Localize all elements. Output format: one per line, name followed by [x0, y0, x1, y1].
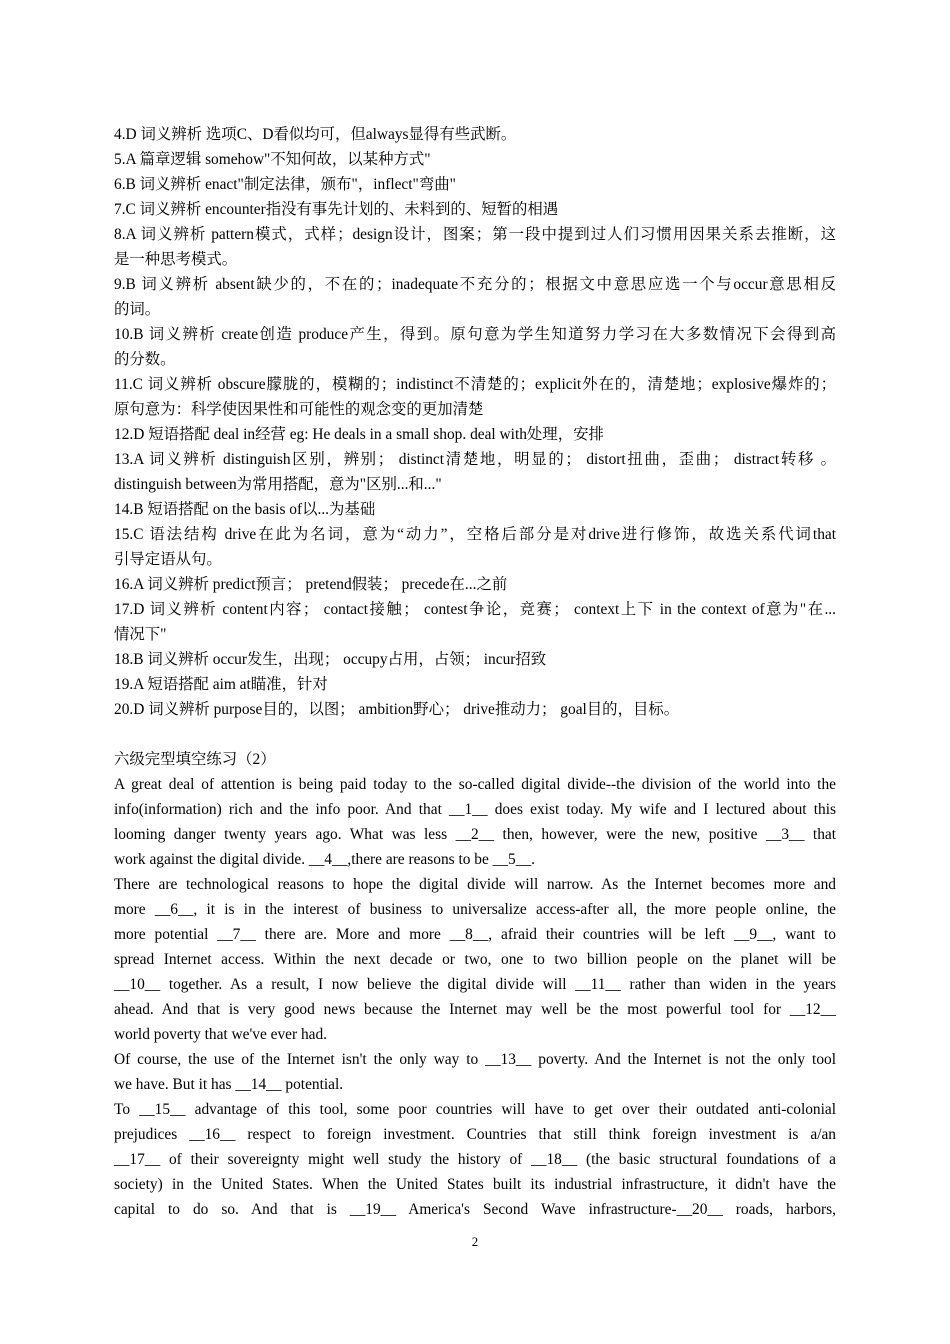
- answer-line: 情况下": [114, 626, 167, 643]
- passage-line: ahead. And that is very good news because the Internet may well be the most powerful tool for __12__: [114, 1001, 836, 1018]
- passage-line: __17__ of their sovereignty might well study the history of __18__ (the basic structural foundations of a: [114, 1151, 836, 1168]
- answer-line: 20.D 词义辨析 purpose目的，以图； ambition野心； drive推动力； goal目的，目标。: [114, 701, 680, 718]
- passage-line: __10__ together. As a result, I now believe the digital divide will __11__ rather than widen in the years: [114, 976, 836, 993]
- answer-line: 8.A 词义辨析 pattern模式，式样；design设计，图案；第一段中提到过人们习惯用因果关系去推断，这: [114, 226, 836, 243]
- section-title: 六级完型填空练习（2）: [114, 751, 276, 768]
- answer-line: 6.B 词义辨析 enact"制定法律，颁布"，inflect"弯曲": [114, 176, 456, 193]
- answer-line: 的词。: [114, 301, 161, 318]
- passage-line: info(information) rich and the info poor. And that __1__ does exist today. My wife and I lectured about this: [114, 801, 836, 818]
- passage-line: world poverty that we've ever had.: [114, 1026, 328, 1043]
- answer-line: 14.B 短语搭配 on the basis of以...为基础: [114, 501, 376, 518]
- answer-line: 15.C 语法结构 drive在此为名词，意为“动力”，空格后部分是对drive进行修饰，故选关系代词that: [114, 526, 836, 543]
- answer-line: 7.C 词义辨析 encounter指没有事先计划的、未料到的、短暂的相遇: [114, 201, 559, 218]
- passage-line: looming danger twenty years ago. What was less __2__ then, however, were the new, positive __3__ that: [114, 826, 836, 843]
- passage-line: we have. But it has __14__ potential.: [114, 1076, 344, 1093]
- answer-line: 16.A 词义辨析 predict预言； pretend假装； precede在...之前: [114, 576, 508, 593]
- cloze-passage: [114, 772, 836, 1222]
- page-content: [114, 122, 836, 1222]
- answer-line: 11.C 词义辨析 obscure朦胧的，模糊的；indistinct不清楚的；explicit外在的，清楚地；explosive爆炸的；: [114, 376, 836, 393]
- passage-line: spread Internet access. Within the next decade or two, one to two billion people on the planet will be: [114, 951, 836, 968]
- answer-line: 18.B 词义辨析 occur发生，出现； occupy占用，占领； incur招致: [114, 651, 547, 668]
- answer-line: 引导定语从句。: [114, 551, 222, 568]
- page-number: 2: [471, 1234, 479, 1249]
- passage-line: A great deal of attention is being paid today to the so-called digital divide--the division of the world into the: [114, 776, 836, 793]
- answer-line: 9.B 词义辨析 absent缺少的，不在的；inadequate不充分的；根据文中意思应选一个与occur意思相反: [114, 276, 836, 293]
- answer-line: 4.D 词义辨析 选项C、D看似均可，但always显得有些武断。: [114, 126, 517, 143]
- answer-line: 10.B 词义辨析 create创造 produce产生，得到。原句意为学生知道努力学习在大多数情况下会得到高: [114, 326, 836, 343]
- answer-line: 的分数。: [114, 351, 176, 368]
- answer-line: 5.A 篇章逻辑 somehow"不知何故，以某种方式": [114, 151, 431, 168]
- passage-line: capital to do so. And that is __19__ America's Second Wave infrastructure-__20__ roads, harbors,: [114, 1201, 836, 1218]
- answer-line: 19.A 短语搭配 aim at瞄准，针对: [114, 676, 328, 693]
- answer-line: 12.D 短语搭配 deal in经营 eg: He deals in a small shop. deal with处理，安排: [114, 426, 604, 443]
- passage-line: prejudices __16__ respect to foreign investment. Countries that still think foreign investment is a/an: [114, 1126, 836, 1143]
- answer-line: 原句意为：科学使因果性和可能性的观念变的更加清楚: [114, 401, 484, 418]
- passage-line: work against the digital divide. __4__,there are reasons to be __5__.: [114, 851, 535, 868]
- passage-line: more potential __7__ there are. More and more __8__, afraid their countries will be left __9__, want to: [114, 926, 836, 943]
- answer-line: 是一种思考模式。: [114, 251, 238, 268]
- passage-line: society) in the United States. When the United States built its industrial infrastructure, it didn't have the: [114, 1176, 836, 1193]
- passage-line: more __6__, it is in the interest of business to universalize access-after all, the more people online, the: [114, 901, 836, 918]
- passage-line: There are technological reasons to hope the digital divide will narrow. As the Internet becomes more and: [114, 876, 836, 893]
- blank-line: [114, 722, 836, 747]
- answer-list: [114, 122, 836, 722]
- answer-line: 17.D 词义辨析 content内容； contact接触； contest争论，竞赛； context上下 in the context of意为"在...: [114, 601, 836, 618]
- passage-line: Of course, the use of the Internet isn't the only way to __13__ poverty. And the Internet is not the only tool: [114, 1051, 836, 1068]
- passage-line: To __15__ advantage of this tool, some poor countries will have to get over their outdated anti-colonial: [114, 1101, 836, 1118]
- answer-line: distinguish between为常用搭配，意为"区别...和...": [114, 476, 442, 493]
- answer-line: 13.A 词义辨析 distinguish区别，辨别； distinct清楚地，明显的； distort扭曲，歪曲； distract转移 。: [114, 451, 836, 468]
